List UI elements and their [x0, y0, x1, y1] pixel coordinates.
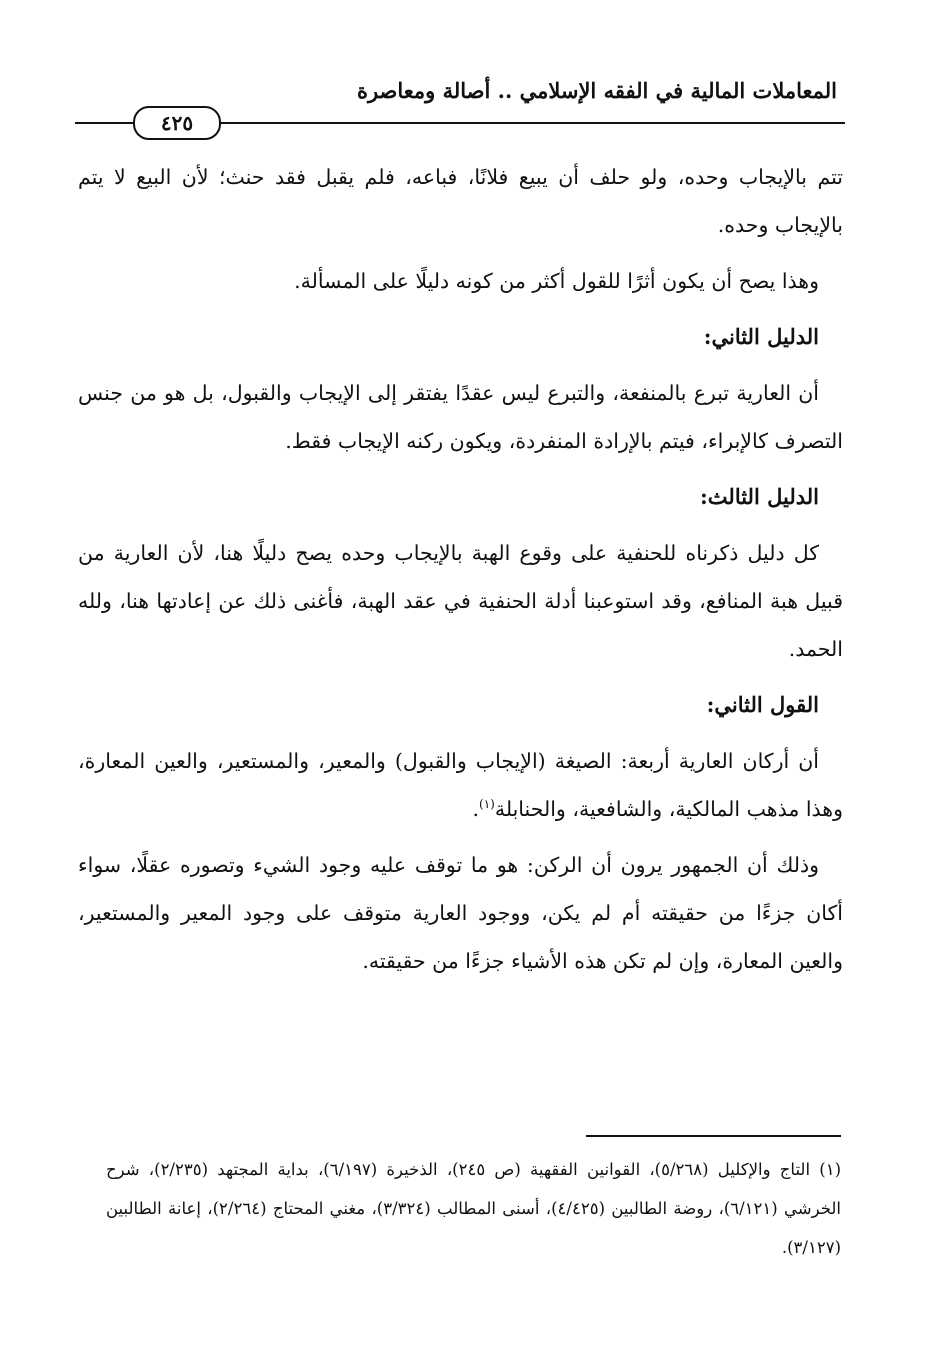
running-title: المعاملات المالية في الفقه الإسلامي .. أصالة ومعاصرة	[356, 78, 837, 103]
heading-second-opinion: القول الثاني:	[706, 692, 819, 717]
paragraph-second-opinion-text: أن أركان العارية أربعة: الصيغة (الإيجاب والقبول) والمعير، والمستعير، والعين المعارة، وهذا مذهب المالكية، والشافعية، والحنابلة	[78, 749, 843, 821]
paragraph-note: وهذا يصح أن يكون أثرًا للقول أكثر من كونه دليلًا على المسألة.	[294, 269, 819, 293]
heading-third-evidence: الدليل الثالث:	[700, 484, 819, 509]
paragraph-end-mark: .	[472, 797, 479, 821]
heading-second-evidence: الدليل الثاني:	[703, 324, 819, 349]
footnote-reference[interactable]: (١)	[479, 797, 495, 812]
page-number: ٤٢٥	[133, 106, 221, 140]
paragraph-continuation: تتم بالإيجاب وحده، ولو حلف أن يبيع فلانًا، فباعه، فلم يقبل فقد حنث؛ لأن البيع لا يتم بالإيجاب وحده.	[78, 165, 843, 237]
paragraph-majority-view: وذلك أن الجمهور يرون أن الركن: هو ما توقف عليه وجود الشيء وتصوره عقلًا، سواء أكان جزءًا من حقيقته أم لم يكن، ووجود العارية متوقف على وجود المعير والمستعير، والعين المعارة، وإن لم تكن هذه الأشياء جزءًا من حقيقته.	[78, 853, 843, 973]
footnote-1: (١) التاج والإكليل (٥/٢٦٨)، القوانين الفقهية (ص ٢٤٥)، الذخيرة (٦/١٩٧)، بداية المجتهد (٢/٢٣٥)، شرح الخرشي (٦/١٢١)، روضة الطالبين (٤/٤٢٥)، أسنى المطالب (٣/٣٢٤)، مغني المحتاج (٢/٢٦٤)، إعانة الطالبين (٣/١٢٧).	[106, 1160, 841, 1257]
footnote-rule	[586, 1135, 841, 1137]
paragraph-second-opinion	[78, 737, 843, 833]
main-text	[78, 153, 843, 993]
paragraph-second-evidence: أن العارية تبرع بالمنفعة، والتبرع ليس عقدًا يفتقر إلى الإيجاب والقبول، بل هو من جنس التصرف كالإبراء، فيتم بالإرادة المنفردة، ويكون ركنه الإيجاب فقط.	[78, 381, 843, 453]
paragraph-third-evidence: كل دليل ذكرناه للحنفية على وقوع الهبة بالإيجاب وحده يصح دليلًا هنا، لأن العارية من قبيل هبة المنافع، وقد استوعبنا أدلة الحنفية في عقد الهبة، فأغنى ذلك عن إعادتها هنا، ولله الحمد.	[78, 541, 843, 661]
